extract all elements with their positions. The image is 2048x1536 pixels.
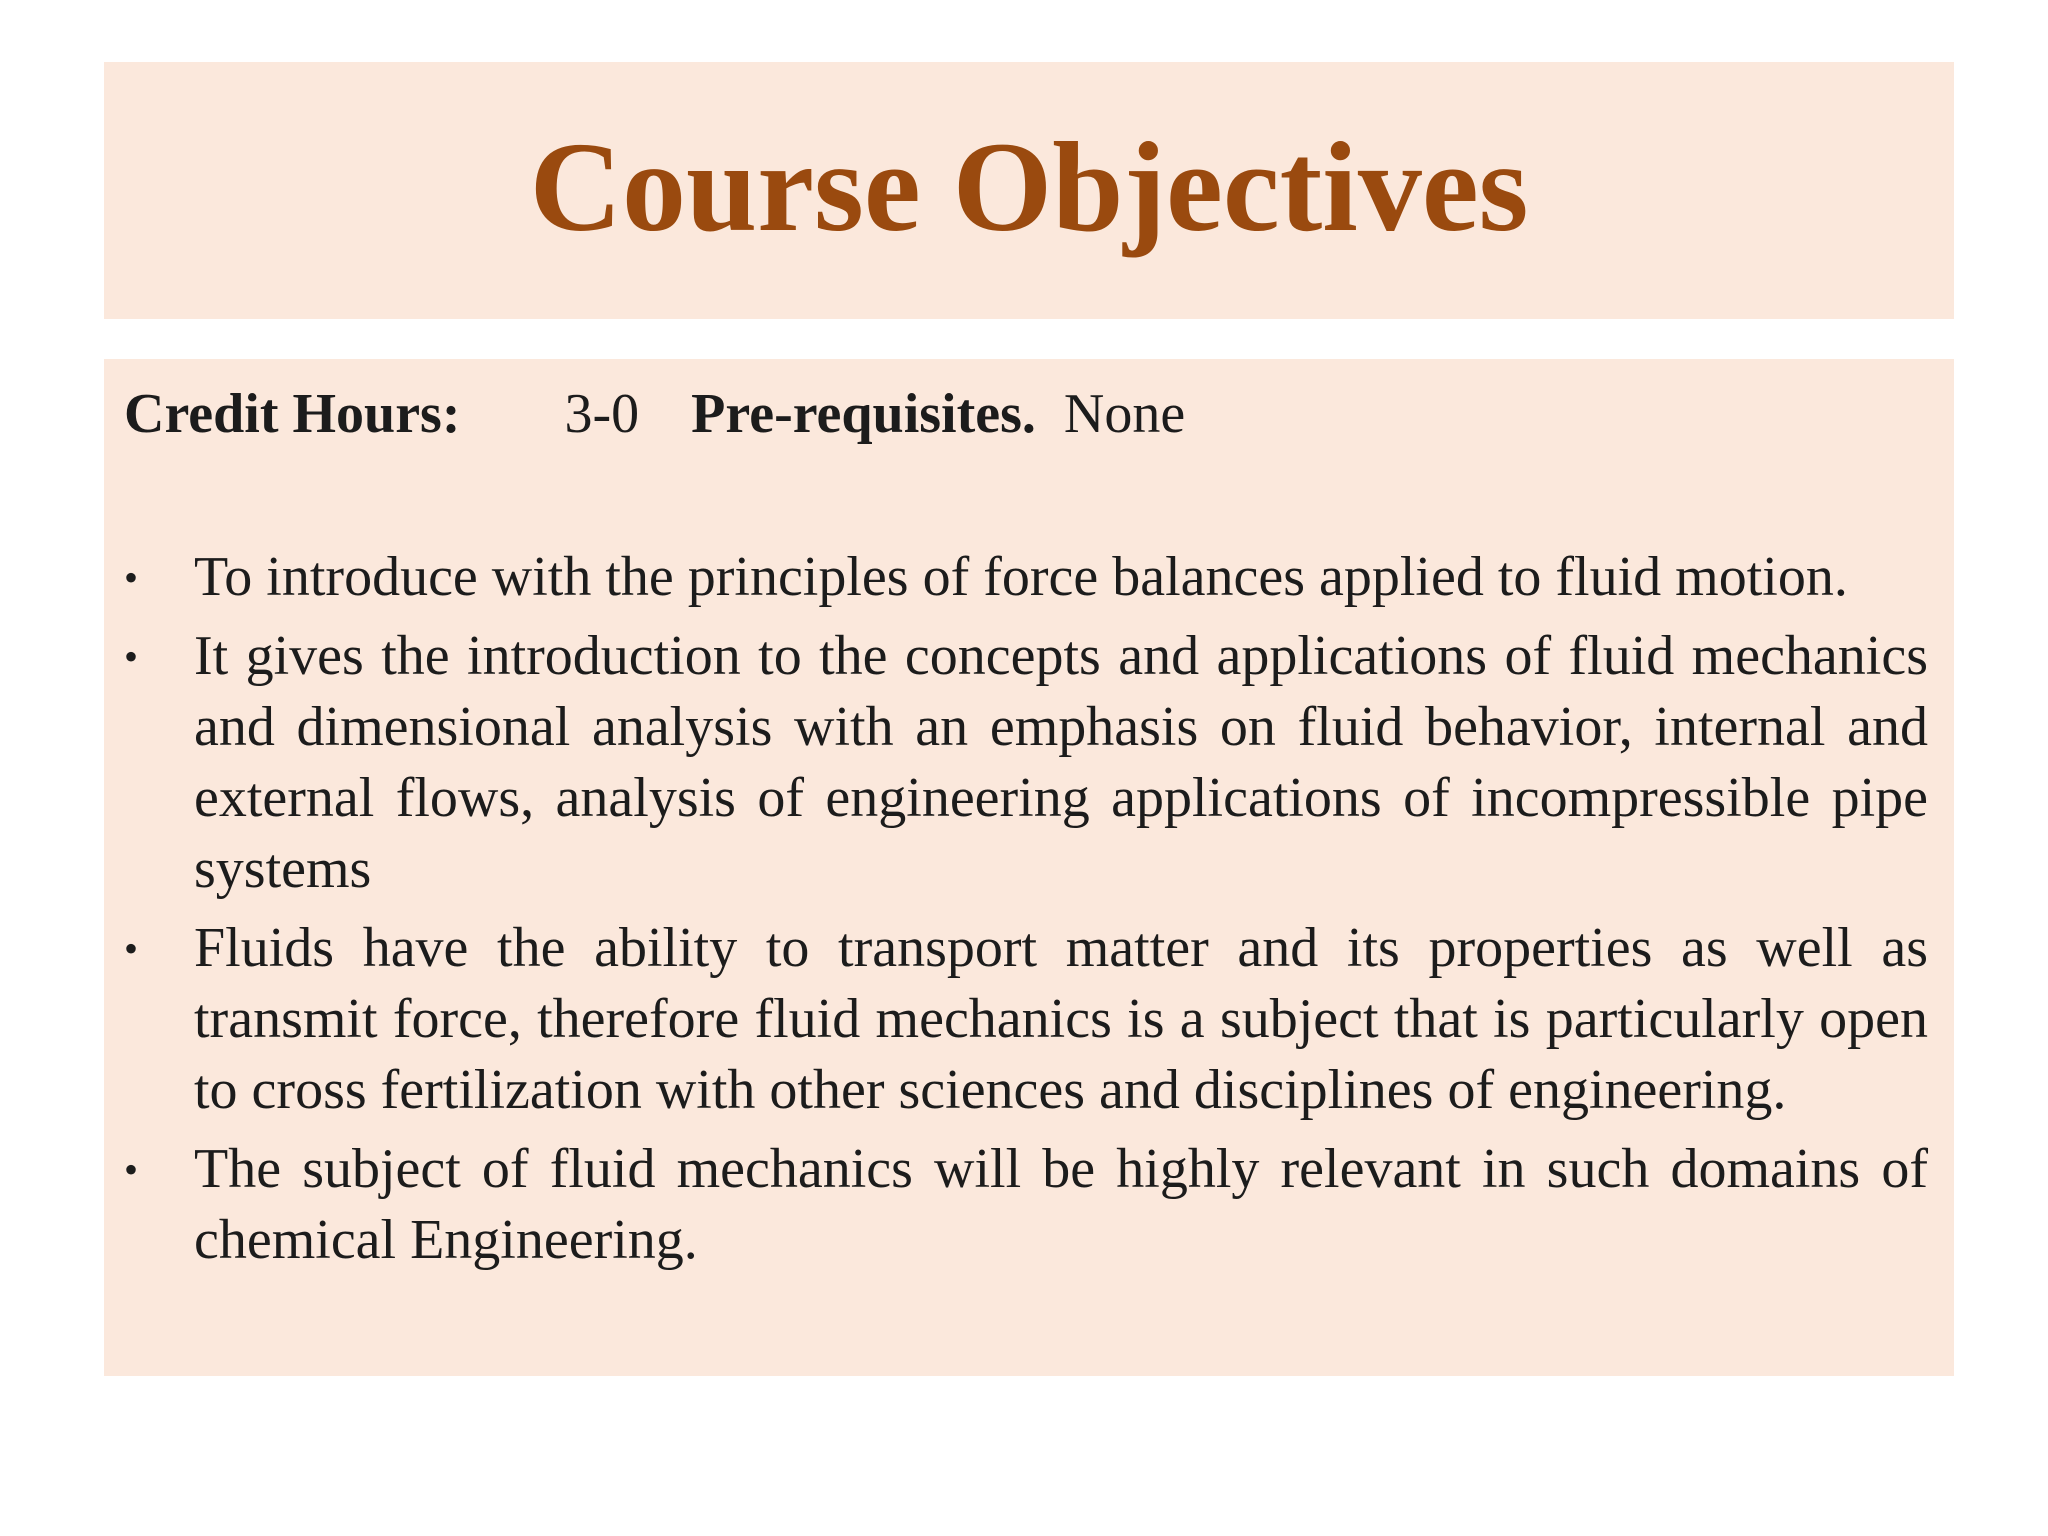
title-panel (104, 62, 1954, 319)
objective-item (124, 621, 1928, 905)
credit-hours-label: Credit Hours: (124, 383, 461, 445)
bullet-icon: • (124, 555, 139, 600)
objective-text: The subject of fluid mechanics will be highly relevant in such domains of chemical Engineering. (194, 1138, 1928, 1271)
objective-text: To introduce with the principles of force balances applied to fluid motion. (194, 546, 1848, 608)
slide-title: Course Objectives (529, 115, 1529, 258)
content-panel (104, 359, 1954, 1376)
bullet-icon: • (124, 634, 139, 679)
objective-item (124, 1134, 1928, 1276)
prerequisites-label: Pre-requisites. (691, 383, 1036, 445)
bullet-icon: • (124, 1147, 139, 1192)
objective-text: It gives the introduction to the concepts and applications of fluid mechanics and dimensional analysis with an emphasis on fluid behavior, internal and external flows, analysis of engineering applications of incompressible pipe systems (194, 625, 1928, 900)
prerequisites-value: None (1063, 383, 1186, 445)
credit-hours-value: 3-0 (564, 383, 640, 445)
objective-text: Fluids have the ability to transport matter and its properties as well as transmit force, therefore fluid mechanics is a subject that is particularly open to cross fertilization with other sciences and disciplines of engineering. (194, 917, 1928, 1121)
bullet-icon: • (124, 926, 139, 971)
course-meta (124, 379, 1928, 450)
objective-item (124, 913, 1928, 1126)
objectives-list (124, 542, 1928, 1276)
objective-item (124, 542, 1928, 613)
